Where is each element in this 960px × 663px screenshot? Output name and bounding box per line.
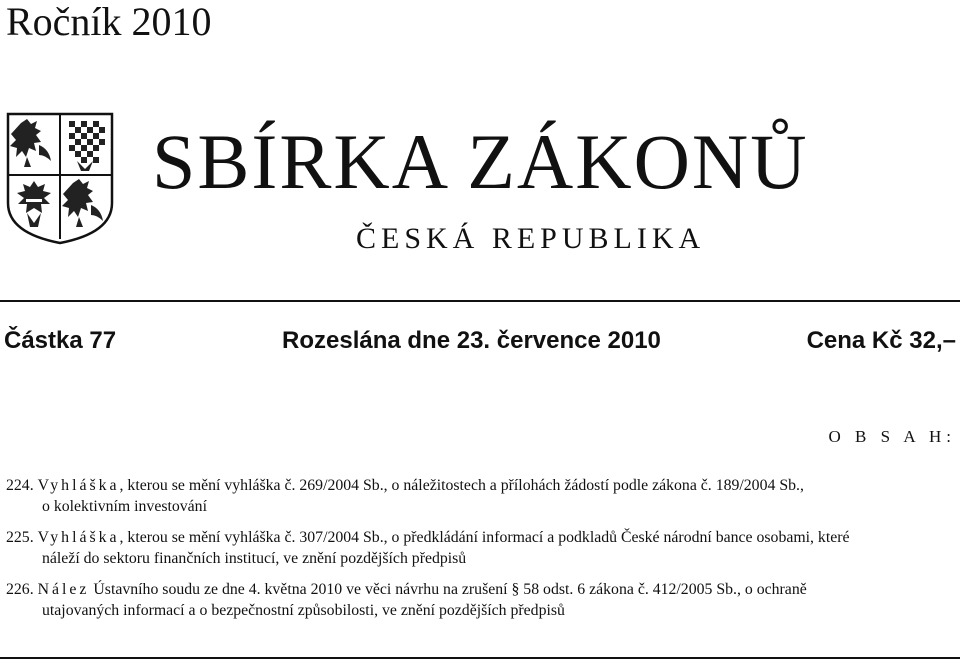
list-item	[6, 527, 956, 569]
contents-list	[6, 475, 956, 631]
item-text: , kterou se mění vyhláška č. 269/2004 Sb., o náležitostech a přílohách žádostí podle zákona č. 189/2004 Sb.,	[119, 477, 804, 494]
list-item	[6, 475, 956, 517]
list-item	[6, 579, 956, 621]
coat-of-arms-icon	[5, 111, 115, 245]
item-kind: Vyhláška	[37, 477, 120, 494]
item-text-continued: náleží do sektoru finančních institucí, ve znění pozdějších předpisů	[42, 550, 467, 567]
item-number: 224.	[6, 477, 34, 494]
gazette-title: SBÍRKA ZÁKONŮ	[152, 118, 809, 205]
item-kind: Nález	[37, 581, 90, 598]
contents-heading: O B S A H:	[828, 427, 956, 446]
item-text-continued: o kolektivním investování	[42, 498, 207, 515]
item-text-continued: utajovaných informací a o bezpečnostní způsobilosti, ve znění pozdějších předpisů	[42, 602, 565, 619]
divider-bottom	[0, 657, 960, 659]
distribution-date: Rozeslána dne 23. července 2010	[282, 327, 661, 354]
issue-price: Cena Kč 32,–	[806, 327, 956, 354]
item-kind: Vyhláška	[37, 529, 120, 546]
item-text: , kterou se mění vyhláška č. 307/2004 Sb., o předkládání informací a podkladů České národní bance osobami, které	[119, 529, 850, 546]
item-number: 226.	[6, 581, 34, 598]
item-text: Ústavního soudu ze dne 4. května 2010 ve věci návrhu na zrušení § 58 odst. 6 zákona č. 412/2005 Sb., o ochraně	[89, 581, 807, 598]
divider-top	[0, 300, 960, 302]
item-number: 225.	[6, 529, 34, 546]
country-name: ČESKÁ REPUBLIKA	[356, 222, 706, 255]
issue-number: Částka 77	[4, 327, 117, 354]
volume-year: Ročník 2010	[6, 0, 212, 44]
